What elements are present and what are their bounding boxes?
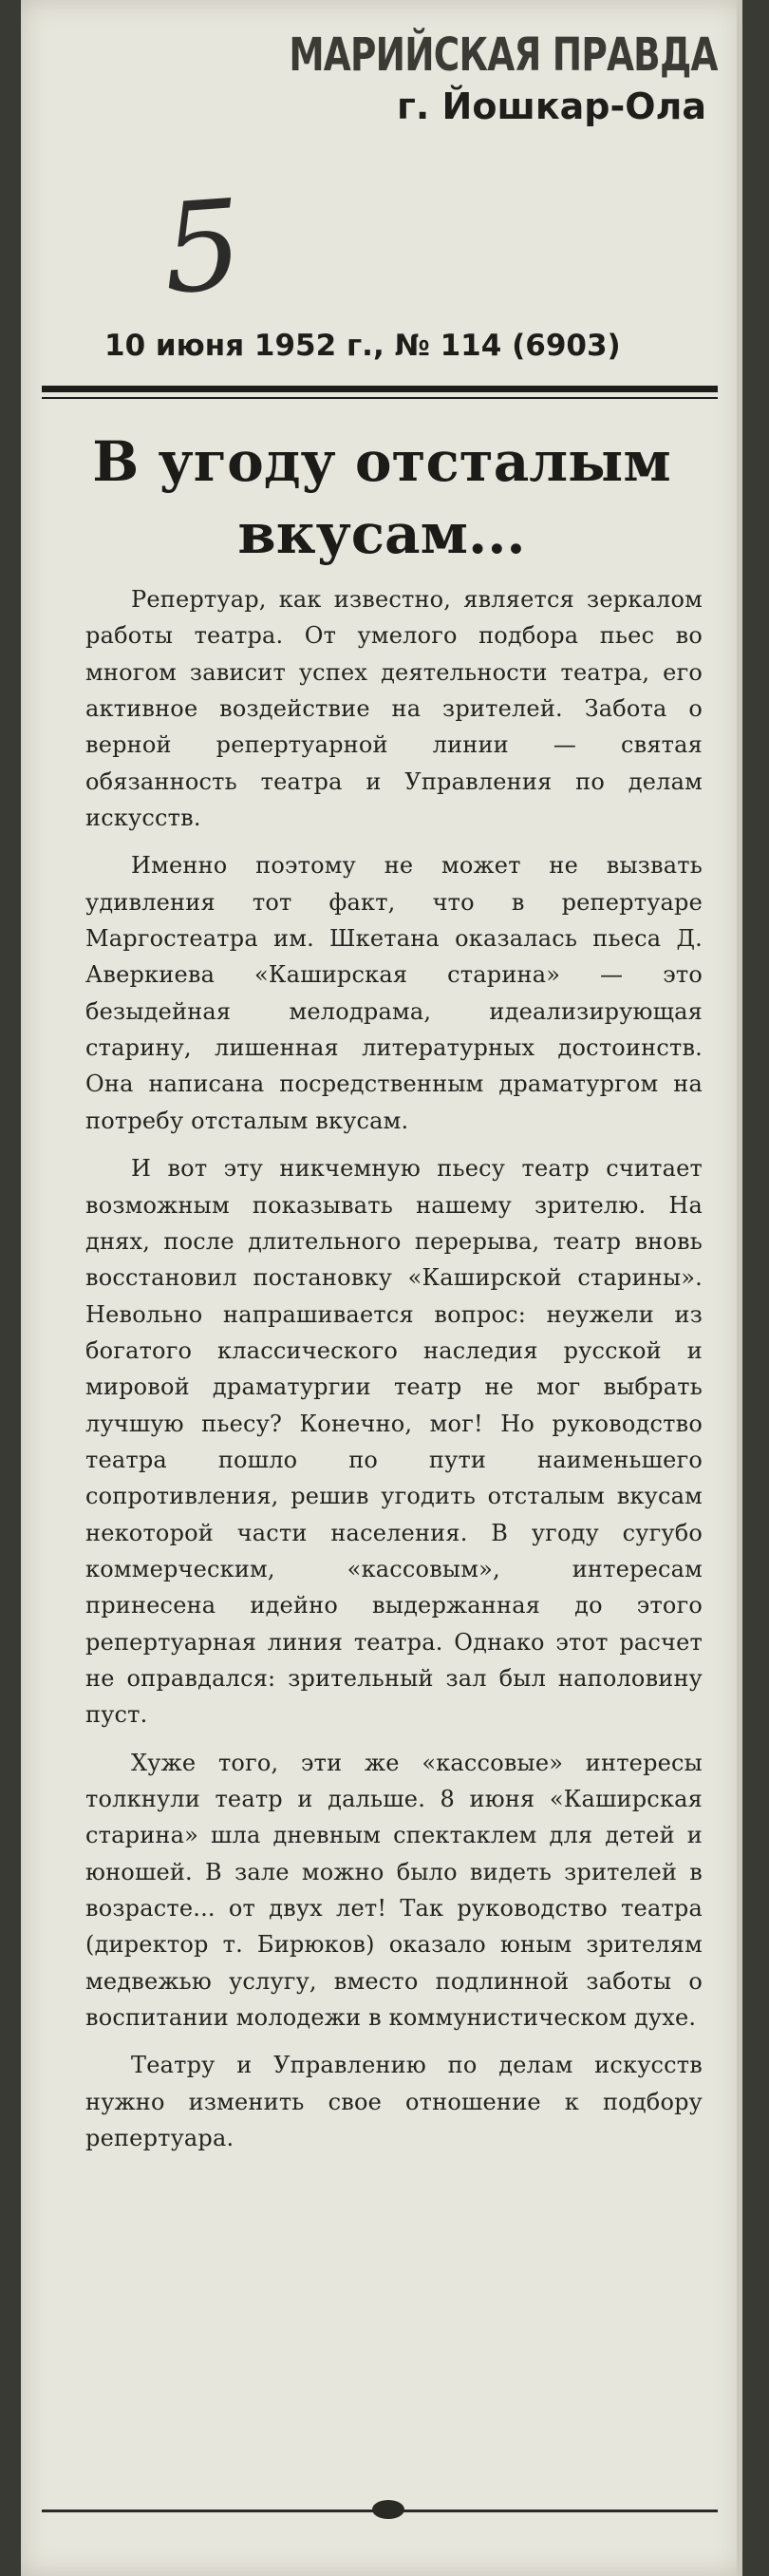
handwritten-mark: 5 [158, 172, 247, 322]
paragraph: И вот эту никчемную пьесу театр считает возможным показывать нашему зрителю. На днях, после длительного перерыва, театр вновь восстановил постановку «Каширской старины». Невольно напрашивается вопрос: неужели из богатого классического наследия русской и мировой драматургии театр не мог выбрать лучшую пьесу? Конечно, мог! Но руководство театра пошло по пути наименьшего сопротивления, решив угодить отсталым вкусам некоторой части населения. В угоду сугубо коммерческим, «кассовым», интересам принесена идейно выдержанная до этого репертуарная линия театра. Однако этот расчет не оправдался: зрительный зал был наполовину пуст. [85, 1155, 703, 1729]
newspaper-clipping [21, 0, 742, 2576]
header-rule-thick [42, 386, 718, 392]
clipping-edge [737, 0, 742, 2576]
headline-line-2: вкусам... [237, 502, 526, 566]
issue-dateline: 10 июня 1952 г., № 114 (6903) [104, 329, 621, 363]
newspaper-name: МАРИЙСКАЯ ПРАВДА [289, 28, 718, 82]
paragraph: Именно поэтому не может не вызвать удивления тот факт, что в репертуаре Маргостеатра им. Шкетана оказалась пьеса Д. Аверкиева «Каширская старина» — это безыдейная мелодрама, идеализирующая старину, лишенная литературных достоинств. Она написана посредственным драматургом на потребу отсталым вкусам. [85, 852, 703, 1134]
headline-line-1: В угоду отсталым [92, 429, 671, 494]
city-name: г. Йошкар-Ола [397, 85, 706, 127]
masthead [168, 28, 718, 127]
paragraph: Хуже того, эти же «кассовые» интересы толкнули театр и дальше. 8 июня «Каширская старина» шла дневным спектаклем для детей и юношей. В зале можно было видеть зрителей в возрасте... от двух лет! Так руководство театра (директор т. Бирюков) оказало юным зрителям медвежью услугу, вместо подлинной заботы о воспитании молодежи в коммунистическом духе. [85, 1749, 703, 2032]
article-headline [21, 426, 742, 570]
header-rule-thin [42, 397, 718, 399]
article-body [85, 581, 703, 2168]
paragraph: Репертуар, как известно, является зеркалом работы театра. От умелого подбора пьес во многом зависит успех деятельности театра, его активное воздействие на зрителей. Забота о верной репертуарной линии — святая обязанность театра и Управления по делам искусств. [85, 586, 703, 832]
paragraph: Театру и Управлению по делам искусств нужно изменить свое отношение к подбору репертуара. [85, 2052, 703, 2152]
footer-ornament [372, 2500, 404, 2519]
